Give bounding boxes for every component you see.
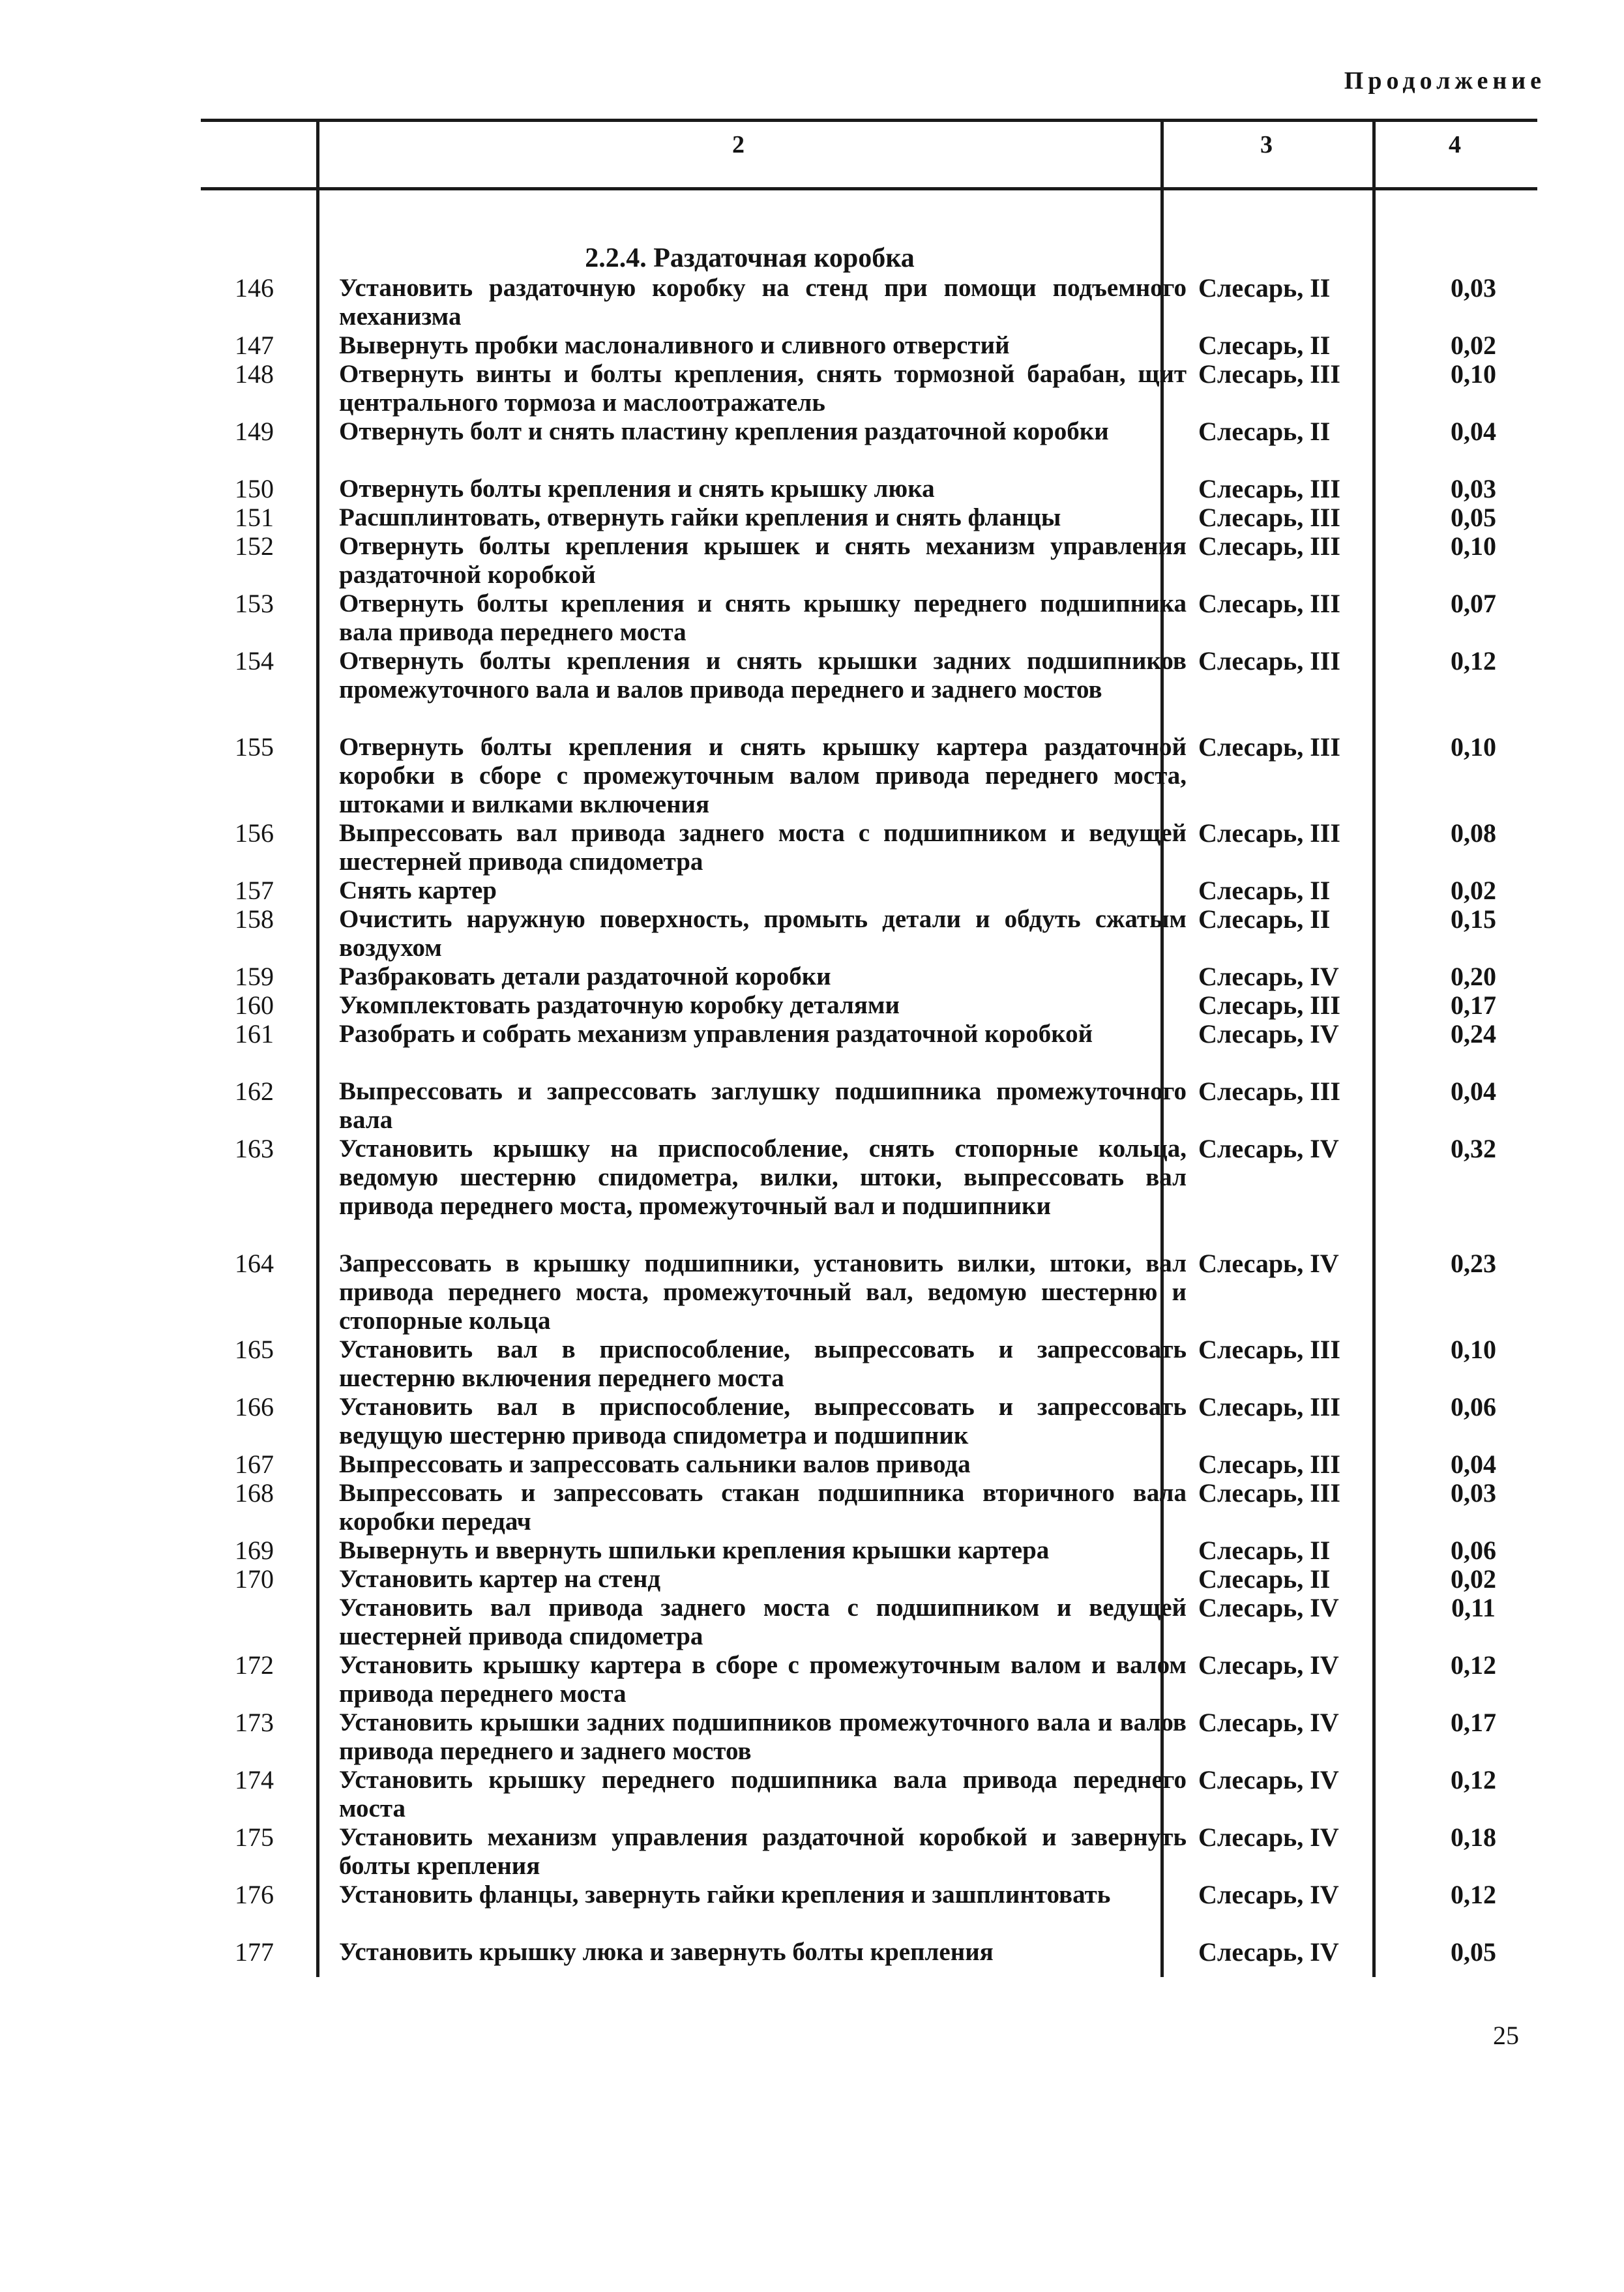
row-time: 0,10 (1451, 531, 1496, 561)
row-executor: Слесарь, III (1198, 1077, 1340, 1106)
row-executor: Слесарь, III (1198, 1392, 1340, 1421)
header-col-4: 4 (1449, 131, 1461, 158)
row-time: 0,18 (1451, 1823, 1496, 1852)
row-executor: Слесарь, IV (1198, 1019, 1339, 1049)
row-number: 163 (235, 1134, 274, 1163)
row-executor: Слесарь, III (1198, 531, 1340, 561)
row-time: 0,08 (1451, 818, 1496, 848)
row-executor: Слесарь, III (1198, 732, 1340, 762)
row-operation: Запрессовать в крышку подшипники, установить вилки, штоки, вал привода переднего моста, промежуточный вал, ведомую шестерню и стопорные кольца (339, 1249, 1187, 1335)
row-time: 0,12 (1451, 1650, 1496, 1680)
row-time: 0,07 (1451, 589, 1496, 618)
row-time: 0,06 (1451, 1536, 1496, 1565)
row-number: 155 (235, 732, 274, 762)
row-time: 0,03 (1451, 273, 1496, 303)
row-number: 170 (235, 1564, 274, 1594)
row-operation: Разобрать и собрать механизм управления раздаточной коробкой (339, 1020, 1093, 1048)
row-time: 0,23 (1451, 1249, 1496, 1278)
row-time: 0,03 (1451, 1478, 1496, 1508)
row-executor: Слесарь, III (1198, 1450, 1340, 1479)
row-operation: Установить вал в приспособление, выпрессовать и запрессовать ведущую шестерню привода спидометра и подшипник (339, 1393, 1187, 1450)
page-number: 25 (1493, 2021, 1519, 2050)
row-number: 174 (235, 1765, 274, 1794)
row-executor: Слесарь, III (1198, 503, 1340, 532)
row-number: 160 (235, 990, 274, 1020)
row-number: 150 (235, 474, 274, 503)
row-operation: Выпрессовать и запрессовать стакан подшипника вторичного вала коробки передач (339, 1479, 1187, 1536)
row-executor: Слесарь, IV (1198, 1593, 1339, 1622)
row-number: 165 (235, 1335, 274, 1364)
row-time: 0,17 (1451, 1708, 1496, 1737)
row-time: 0,02 (1451, 1564, 1496, 1594)
row-executor: Слесарь, III (1198, 818, 1340, 848)
row-executor: Слесарь, II (1198, 273, 1331, 303)
row-number: 149 (235, 417, 274, 446)
row-number: 164 (235, 1249, 274, 1278)
row-number: 176 (235, 1880, 274, 1909)
row-number: 175 (235, 1823, 274, 1852)
row-executor: Слесарь, III (1198, 1335, 1340, 1364)
row-executor: Слесарь, IV (1198, 1650, 1339, 1680)
row-executor: Слесарь, II (1198, 1564, 1331, 1594)
row-operation: Установить картер на стенд (339, 1565, 661, 1593)
row-operation: Установить крышку картера в сборе с промежуточным валом и валом привода переднего моста (339, 1651, 1187, 1708)
row-operation: Установить крышку переднего подшипника вала привода переднего моста (339, 1766, 1187, 1823)
row-operation: Выпрессовать вал привода заднего моста с подшипником и ведущей шестерней привода спидометра (339, 819, 1187, 876)
row-time: 0,05 (1451, 1937, 1496, 1967)
table-top-rule (201, 119, 1537, 122)
row-time: 0,02 (1451, 876, 1496, 905)
row-operation: Установить крышку люка и завернуть болты крепления (339, 1938, 994, 1966)
row-time: 0,03 (1451, 474, 1496, 503)
row-number: 166 (235, 1392, 274, 1421)
row-executor: Слесарь, III (1198, 990, 1340, 1020)
row-number: 168 (235, 1478, 274, 1508)
row-operation: Установить раздаточную коробку на стенд при помощи подъемного механизма (339, 274, 1187, 331)
row-operation: Выпрессовать и запрессовать заглушку подшипника промежуточного вала (339, 1077, 1187, 1134)
row-executor: Слесарь, II (1198, 331, 1331, 360)
row-executor: Слесарь, IV (1198, 1765, 1339, 1794)
row-operation: Вывернуть и ввернуть шпильки крепления крышки картера (339, 1536, 1050, 1564)
row-executor: Слесарь, IV (1198, 962, 1339, 991)
row-number: 172 (235, 1650, 274, 1680)
row-number: 169 (235, 1536, 274, 1565)
row-operation: Установить фланцы, завернуть гайки крепления и зашплинтовать (339, 1881, 1111, 1909)
row-time: 0,06 (1451, 1392, 1496, 1421)
row-time: 0,11 (1451, 1593, 1496, 1622)
row-number: 159 (235, 962, 274, 991)
row-time: 0,02 (1451, 331, 1496, 360)
row-number: 161 (235, 1019, 274, 1049)
row-operation: Расшплинтовать, отвернуть гайки крепления и снять фланцы (339, 503, 1061, 531)
row-executor: Слесарь, III (1198, 589, 1340, 618)
row-time: 0,12 (1451, 1765, 1496, 1794)
row-operation: Разбраковать детали раздаточной коробки (339, 962, 831, 990)
row-executor: Слесарь, III (1198, 646, 1340, 676)
header-bottom-rule (201, 187, 1537, 190)
row-time: 0,04 (1451, 1450, 1496, 1479)
row-executor: Слесарь, III (1198, 359, 1340, 389)
row-time: 0,10 (1451, 732, 1496, 762)
row-operation: Вывернуть пробки маслоналивного и сливного отверстий (339, 331, 1010, 359)
row-executor: Слесарь, II (1198, 904, 1331, 934)
row-time: 0,20 (1451, 962, 1496, 991)
row-operation: Отвернуть болты крепления и снять крышку картера раздаточной коробки в сборе с промежуточным валом привода переднего моста, штоками и вилками включения (339, 733, 1187, 818)
row-number: 153 (235, 589, 274, 618)
row-time: 0,10 (1451, 359, 1496, 389)
row-number: 167 (235, 1450, 274, 1479)
row-number: 157 (235, 876, 274, 905)
row-operation: Установить крышки задних подшипников промежуточного вала и валов привода переднего и заднего мостов (339, 1708, 1187, 1765)
row-number: 177 (235, 1937, 274, 1967)
row-executor: Слесарь, IV (1198, 1880, 1339, 1909)
row-operation: Отвернуть болты крепления крышек и снять механизм управления раздаточной коробкой (339, 532, 1187, 589)
row-time: 0,04 (1451, 1077, 1496, 1106)
row-number: 154 (235, 646, 274, 676)
row-number: 173 (235, 1708, 274, 1737)
row-number: 148 (235, 359, 274, 389)
row-operation: Отвернуть винты и болты крепления, снять тормозной барабан, щит центрального тормоза и маслоотражатель (339, 360, 1187, 417)
row-time: 0,12 (1451, 1880, 1496, 1909)
row-time: 0,10 (1451, 1335, 1496, 1364)
row-operation: Выпрессовать и запрессовать сальники валов привода (339, 1450, 971, 1478)
row-operation: Отвернуть болты крепления и снять крышки задних подшипников промежуточного вала и валов привода переднего и заднего мостов (339, 647, 1187, 704)
row-executor: Слесарь, IV (1198, 1937, 1339, 1967)
row-number: 162 (235, 1077, 274, 1106)
row-time: 0,24 (1451, 1019, 1496, 1049)
row-time: 0,04 (1451, 417, 1496, 446)
section-title: 2.2.4. Раздаточная коробка (585, 243, 915, 273)
row-operation: Установить вал в приспособление, выпрессовать и запрессовать шестерню включения переднего моста (339, 1335, 1187, 1392)
row-operation: Отвернуть болт и снять пластину крепления раздаточной коробки (339, 417, 1109, 445)
row-number: 156 (235, 818, 274, 848)
row-executor: Слесарь, II (1198, 1536, 1331, 1565)
row-executor: Слесарь, II (1198, 876, 1331, 905)
row-time: 0,32 (1451, 1134, 1496, 1163)
row-number: 151 (235, 503, 274, 532)
row-operation: Отвернуть болты крепления и снять крышку переднего подшипника вала привода переднего моста (339, 589, 1187, 646)
row-operation: Установить крышку на приспособление, снять стопорные кольца, ведомую шестерню спидометра, вилки, штоки, выпрессовать вал привода переднего моста, промежуточный вал и подшипники (339, 1135, 1187, 1220)
row-executor: Слесарь, II (1198, 417, 1331, 446)
row-executor: Слесарь, IV (1198, 1249, 1339, 1278)
header-col-2: 2 (732, 131, 745, 158)
row-number: 146 (235, 273, 274, 303)
row-executor: Слесарь, IV (1198, 1823, 1339, 1852)
row-number: 158 (235, 904, 274, 934)
row-operation: Отвернуть болты крепления и снять крышку люка (339, 475, 935, 503)
row-time: 0,17 (1451, 990, 1496, 1020)
row-number: 147 (235, 331, 274, 360)
row-operation: Снять картер (339, 876, 497, 904)
row-operation: Очистить наружную поверхность, промыть детали и обдуть сжатым воздухом (339, 905, 1187, 962)
column-divider-1 (316, 119, 319, 1977)
row-operation: Укомплектовать раздаточную коробку деталями (339, 991, 900, 1019)
row-operation: Установить механизм управления раздаточной коробкой и завернуть болты крепления (339, 1823, 1187, 1880)
row-time: 0,15 (1451, 904, 1496, 934)
header-col-3: 3 (1260, 131, 1273, 158)
row-operation: Установить вал привода заднего моста с подшипником и ведущей шестерней привода спидометра (339, 1594, 1187, 1650)
row-executor: Слесарь, III (1198, 1478, 1340, 1508)
row-time: 0,05 (1451, 503, 1496, 532)
row-number: 152 (235, 531, 274, 561)
continuation-label: Продолжение (1344, 67, 1546, 95)
row-executor: Слесарь, III (1198, 474, 1340, 503)
row-time: 0,12 (1451, 646, 1496, 676)
row-executor: Слесарь, IV (1198, 1134, 1339, 1163)
row-executor: Слесарь, IV (1198, 1708, 1339, 1737)
